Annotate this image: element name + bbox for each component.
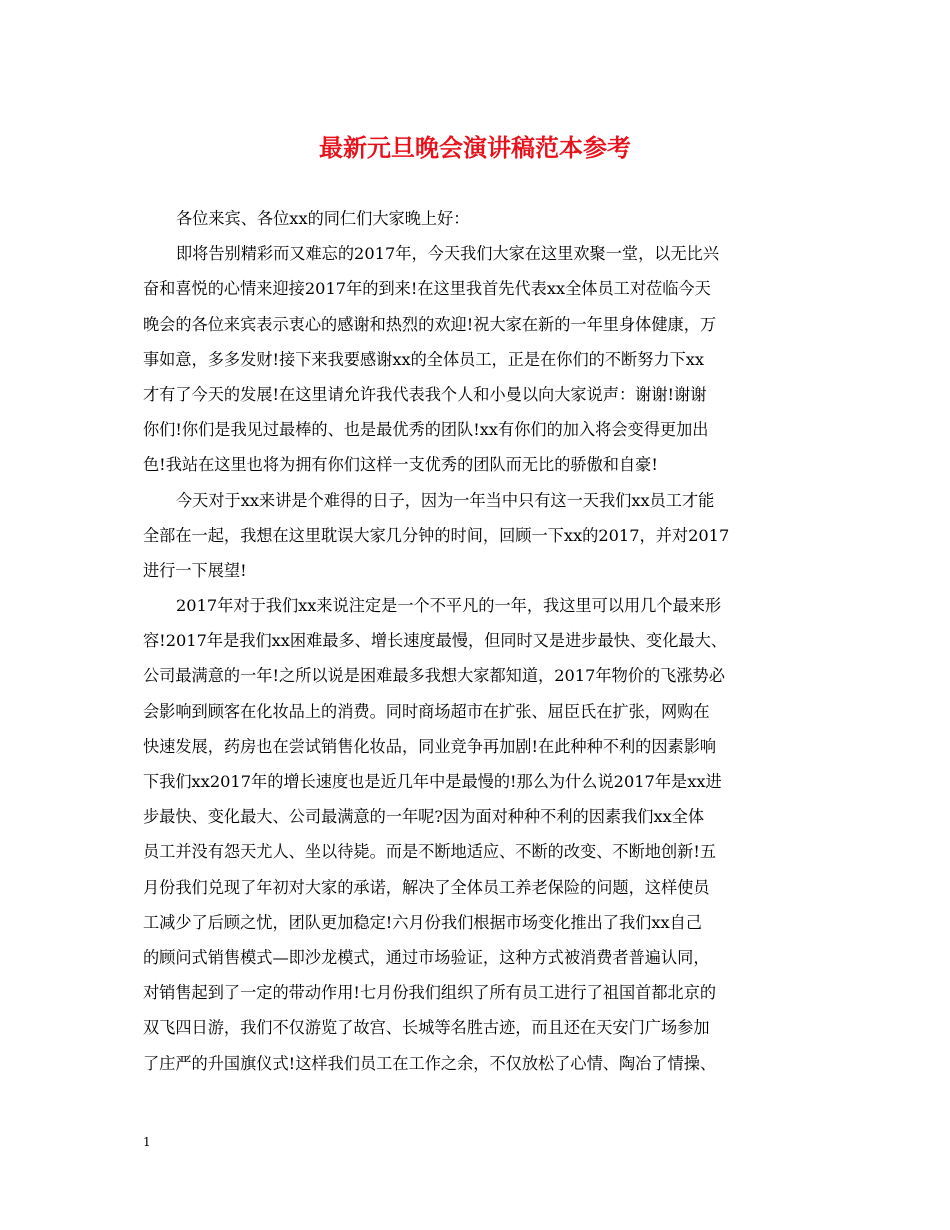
body-line: 步最快、变化最大、公司最满意的一年呢?因为面对种种不利的因素我们xx全体 [143,807,705,827]
body-line: 员工并没有怨天尤人、坐以待毙。而是不断地适应、不断的改变、不断地创新!五 [143,842,717,862]
body-line: 月份我们兑现了年初对大家的承诺，解决了全体员工养老保险的问题，这样使员 [143,877,710,897]
body-line: 双飞四日游，我们不仅游览了故宫、长城等名胜古迹，而且还在天安门广场参加 [143,1018,710,1038]
body-line: 事如意，多多发财!接下来我要感谢xx的全体员工，正是在你们的不断努力下xx [143,349,705,369]
body-line: 晚会的各位来宾表示衷心的感谢和热烈的欢迎!祝大家在新的一年里身体健康，万 [143,314,717,334]
document-title: 最新元旦晚会演讲稿范本参考 [319,133,631,162]
body-line: 即将告别精彩而又难忘的2017年，今天我们大家在这里欢聚一堂，以无比兴 [176,244,720,264]
body-line: 快速发展，药房也在尝试销售化妆品，同业竞争再加剧!在此种种不利的因素影响 [143,736,717,756]
body-line: 工减少了后顾之忧，团队更加稳定!六月份我们根据市场变化推出了我们xx自己 [143,912,702,932]
body-line: 下我们xx2017年的增长速度也是近几年中是最慢的!那么为什么说2017年是xx进 [143,772,722,791]
body-line: 对销售起到了一定的带动作用!七月份我们组织了所有员工进行了祖国首都北京的 [143,983,717,1003]
body-line: 容!2017年是我们xx困难最多、增长速度最慢，但同时又是进步最快、变化最大、 [143,631,727,651]
body-line: 今天对于xx来讲是个难得的日子，因为一年当中只有这一天我们xx员工才能 [176,490,715,510]
document-body [143,201,833,1081]
body-line: 公司最满意的一年!之所以说是困难最多我想大家都知道，2017年物价的飞涨势必 [143,666,725,686]
body-line: 色!我站在这里也将为拥有你们这样一支优秀的团队而无比的骄傲和自豪! [143,455,658,475]
body-line: 了庄严的升国旗仪式!这样我们员工在工作之余，不仅放松了心情、陶冶了情操、 [143,1053,717,1073]
body-line: 你们!你们是我见过最棒的、也是最优秀的团队!xx有你们的加入将会变得更加出 [143,420,709,440]
body-line: 进行一下展望! [143,560,247,580]
body-line: 的顾问式销售模式—即沙龙模式，通过市场验证，这种方式被消费者普遍认同， [143,947,710,967]
body-line: 会影响到顾客在化妆品上的消费。同时商场超市在扩张、屈臣氏在扩张，网购在 [143,701,710,721]
body-line: 全部在一起，我想在这里耽误大家几分钟的时间，回顾一下xx的2017，并对2017 [143,525,730,545]
body-line: 奋和喜悦的心情来迎接2017年的到来!在这里我首先代表xx全体员工对莅临今天 [143,279,711,299]
body-line: 才有了今天的发展!在这里请允许我代表我个人和小曼以向大家说声：谢谢!谢谢 [143,384,707,404]
body-line: 2017年对于我们xx来说注定是一个不平凡的一年，我这里可以用几个最来形 [176,596,722,616]
body-line: 各位来宾、各位xx的同仁们大家晚上好： [176,209,470,228]
page-number: 1 [143,1135,151,1149]
